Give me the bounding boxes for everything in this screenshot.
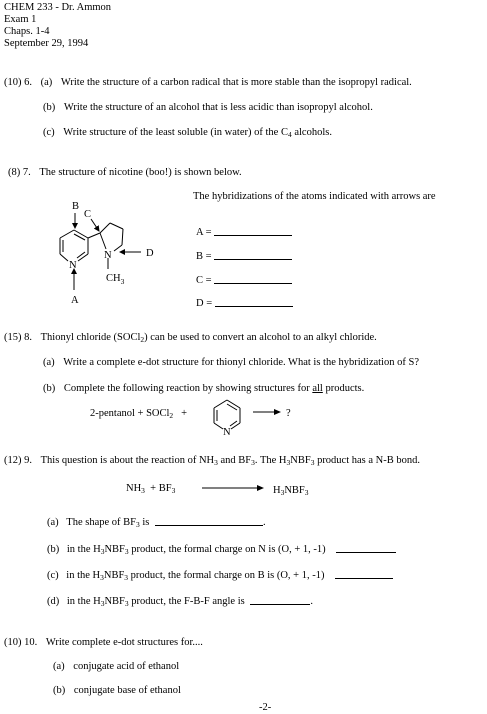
q9b-blank[interactable]	[336, 552, 396, 553]
answer-B: B =	[196, 251, 292, 263]
answer-blank-A[interactable]	[214, 235, 292, 236]
q8b-label: (b)	[43, 383, 56, 394]
reaction-arrow	[252, 406, 282, 418]
q9-equation-product: $H_3NBF_3$	[273, 485, 309, 497]
exam-header	[4, 2, 111, 50]
q10b: (b) conjugate base of ethanol	[53, 685, 181, 696]
course-title: CHEM 233 - Dr. Ammon	[4, 2, 112, 13]
answer-C: C =	[196, 275, 292, 287]
page-number: -2-	[259, 702, 272, 713]
q10-points: (10) 10.	[4, 637, 38, 648]
exam-number: Exam 1	[4, 14, 37, 25]
pyrrolidine-n-atom: N	[104, 250, 112, 261]
q8a-text: Write a complete e-dot structure for thionyl chloride. What is the hybridization of S?	[63, 357, 419, 368]
q8b-text: Complete the following reaction by showing structures for all products.	[63, 383, 365, 394]
q6a-label: (a)	[40, 77, 53, 88]
reaction-product: ?	[286, 408, 291, 419]
label-C: C	[84, 209, 92, 220]
q9-points: (12) 9.	[4, 455, 32, 466]
q9d-blank[interactable]	[250, 604, 310, 605]
pyridine-n: N	[223, 427, 231, 437]
q10-header	[4, 637, 203, 649]
q7-text: The structure of nicotine (boo!) is shown below.	[39, 167, 242, 178]
q6b-label: (b)	[43, 102, 56, 113]
q8b	[43, 383, 364, 395]
answer-A: A =	[196, 227, 292, 239]
q8a-label: (a)	[43, 357, 55, 368]
q6c-text: Write structure of the least soluble (in water) of the $C_4$ alcohols.	[63, 127, 332, 139]
q8-text: Thionyl chloride (SOCl$_2$) can be used to convert an alcohol to an alkyl chloride.	[40, 332, 377, 344]
q6c-label: (c)	[43, 127, 55, 138]
answer-blank-B[interactable]	[214, 259, 292, 260]
q10-text: Write complete e-dot structures for....	[45, 637, 203, 648]
q9a-blank[interactable]	[155, 525, 263, 526]
q8-points: (15) 8.	[4, 332, 32, 343]
chapters: Chaps. 1-4	[4, 26, 50, 37]
exam-date: September 29, 1994	[4, 38, 89, 49]
methyl-group: $CH_3$	[106, 273, 125, 286]
q9-header	[4, 455, 420, 467]
q7-header	[8, 167, 242, 179]
q9-equation-reactants: $NH_3 + BF_3$	[126, 483, 176, 495]
q8-reaction: 2-pentanol + SOCl$_2$ +	[90, 408, 188, 420]
q9c: (c) in the $H_3NBF_3$ product, the formal charge on B is (O, + 1, -1)	[47, 570, 393, 582]
q9b: (b) in the $H_3NBF_3$ product, the formal charge on N is (O, + 1, -1)	[47, 544, 396, 556]
q8-header	[4, 332, 377, 344]
q9c-blank[interactable]	[335, 578, 393, 579]
label-D: D	[146, 248, 154, 259]
q6a-text: Write the structure of a carbon radical that is more stable than the isopropyl radical.	[60, 77, 412, 88]
q9d: (d) in the $H_3NBF_3$ product, the F-B-F angle is .	[47, 596, 313, 608]
q6c	[43, 127, 332, 139]
q6b	[43, 102, 373, 114]
answer-blank-C[interactable]	[214, 283, 292, 284]
q7-hyb-prompt: The hybridizations of the atoms indicated with arrows are	[193, 191, 436, 202]
answer-blank-D[interactable]	[215, 306, 293, 307]
q9-text: This question is about the reaction of $NH_3$ and $BF_3$. The $H_3NBF_3$ product has a N-B bond.	[40, 455, 421, 467]
pyridine-n-atom: N	[69, 260, 77, 271]
q9-arrow	[201, 482, 265, 494]
q10a: (a) conjugate acid of ethanol	[53, 661, 180, 672]
q6-points: (10) 6.	[4, 77, 32, 88]
label-A: A	[71, 295, 79, 306]
q6b-text: Write the structure of an alcohol that is less acidic than isopropyl alcohol.	[63, 102, 373, 113]
q9a: (a) The shape of $BF_3$ is .	[47, 517, 266, 529]
label-B: B	[72, 201, 80, 212]
pyridine-structure	[210, 397, 244, 437]
nicotine-structure	[40, 193, 170, 313]
q6-header	[4, 77, 412, 89]
answer-D: D =	[196, 298, 293, 310]
q7-points: (8) 7.	[8, 167, 31, 178]
q8a	[43, 357, 419, 369]
